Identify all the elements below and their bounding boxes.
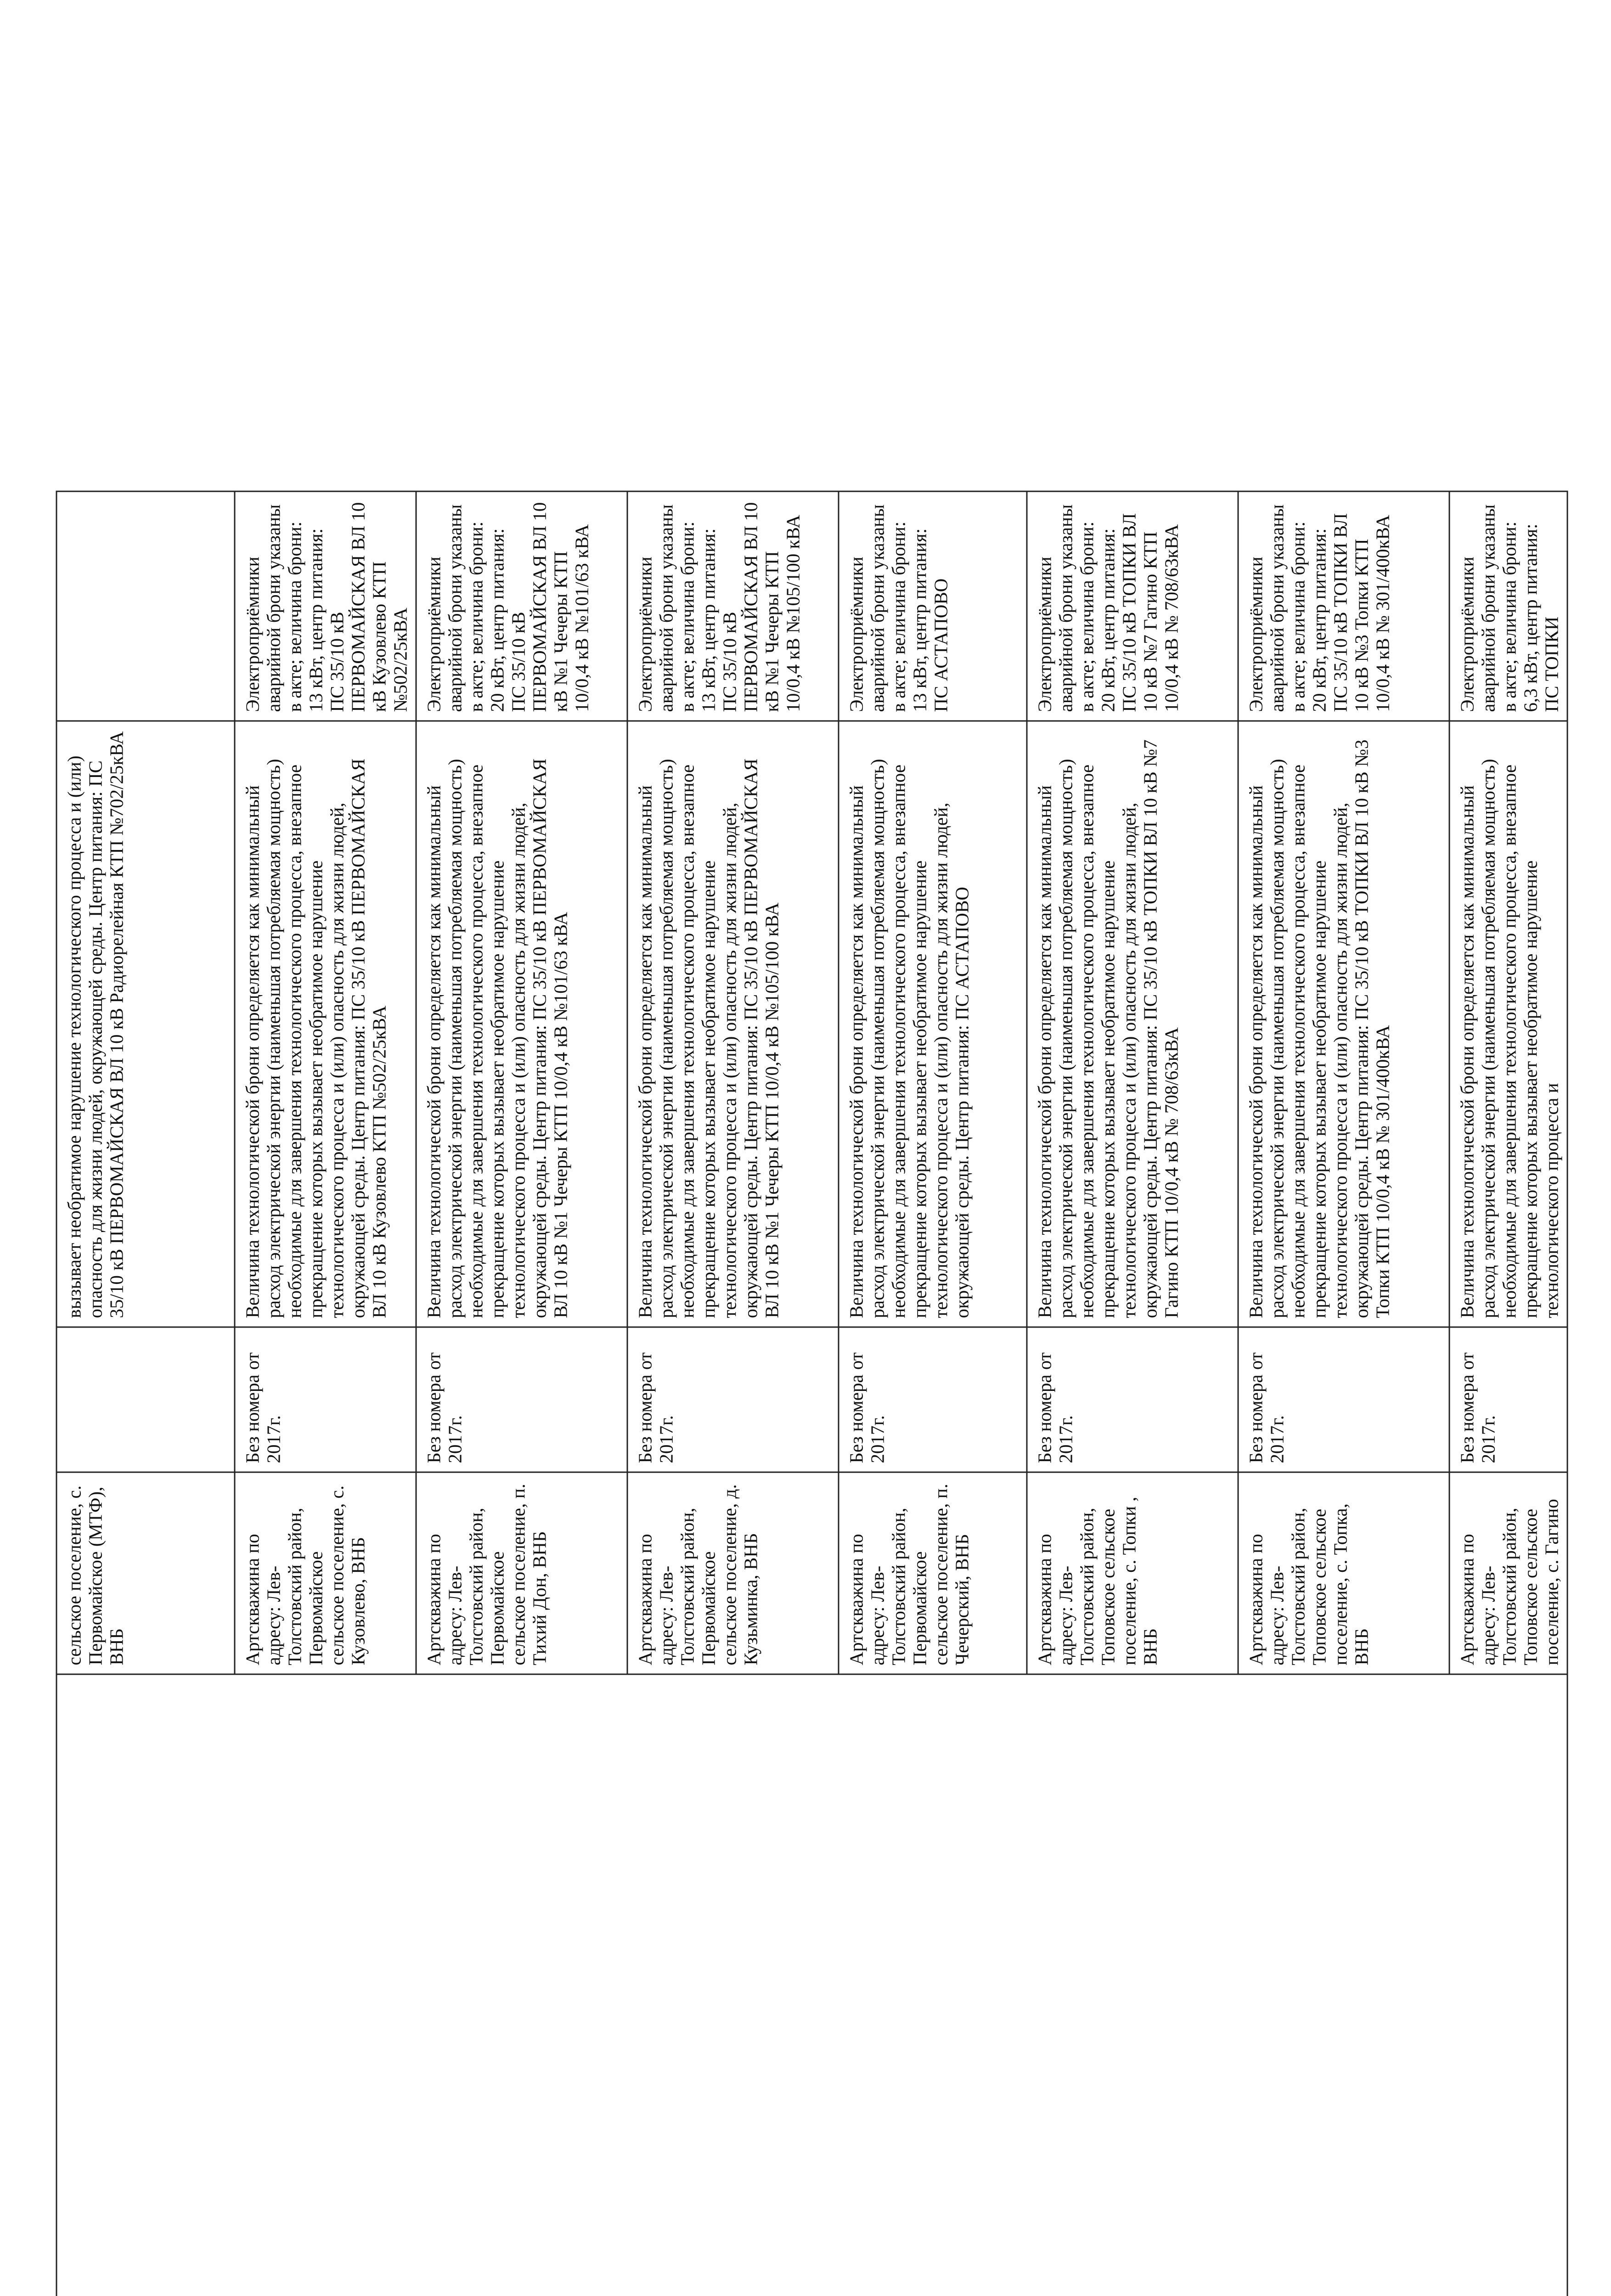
object-cell: [416, 1472, 627, 1674]
object-cell: [627, 1472, 839, 1674]
table-body: [56, 491, 1567, 2296]
tech-reserve-cell: [1238, 721, 1449, 1327]
emergency-reserve-cell: [1449, 491, 1567, 721]
act-text: Без номера от 2017г.: [423, 1336, 466, 1463]
act-cell: [235, 1327, 416, 1472]
emergency-reserve-text: Электроприёмники аварийной брони указаны в акте; величина брони: 13 кВт, центр питания: ПС 35/10 кВ ПЕРВОМАЙСКАЯ ВЛ 10 кВ Кузовлево КТП №502/25кВА: [242, 501, 411, 712]
emergency-reserve-cell: [627, 491, 839, 721]
tech-reserve-cell: [1027, 721, 1238, 1327]
object-cell: [1449, 1472, 1567, 1674]
object-text: Артскважина по адресу: Лев-Толстовский район, Топовское сельское поселение, с. Топка, ВНБ: [1245, 1481, 1372, 1666]
object-text: Артскважина по адресу: Лев-Толстовский район, Топовское сельское поселение, с. Гагино: [1457, 1481, 1562, 1666]
object-cell: [839, 1472, 1027, 1674]
emergency-reserve-cell: [416, 491, 627, 721]
tech-reserve-cell: [627, 721, 839, 1327]
tech-reserve-cell: [56, 721, 235, 1327]
act-cell: [416, 1327, 627, 1472]
object-cell: [56, 1472, 235, 1674]
emergency-reserve-cell: [839, 491, 1027, 721]
emergency-reserve-text: Электроприёмники аварийной брони указаны в акте; величина брони: 13 кВт, центр питания: ПС АСТАПОВО: [846, 501, 952, 712]
emergency-reserve-text: Электроприёмники аварийной брони указаны в акте; величина брони: 20 кВт, центр питания: ПС 35/10 кВ ТОПКИ ВЛ 10 кВ №7 Гагино КТП 10/0,4 кВ № 708/63кВА: [1034, 501, 1182, 712]
act-cell: [627, 1327, 839, 1472]
act-text: Без номера от 2017г.: [242, 1336, 284, 1463]
emergency-reserve-text: Электроприёмники аварийной брони указаны в акте; величина брони: 20 кВт, центр питания: ПС 35/10 кВ ПЕРВОМАЙСКАЯ ВЛ 10 кВ №1 Чечеры КТП 10/0,4 кВ №101/63 кВА: [423, 501, 592, 712]
act-cell: [839, 1327, 1027, 1472]
act-text: Без номера от 2017г.: [1245, 1336, 1288, 1463]
emergency-reserve-cell: [1238, 491, 1449, 721]
tech-reserve-cell: [416, 721, 627, 1327]
tech-reserve-text: Величина технологической брони определяется как минимальный расход электрической энергии (наименьшая потребляемая мощность) необходимые для завершения технологического процесса, внезапное прекращение которых вызывает необратимое нарушение технологического процесса и: [1457, 730, 1562, 1318]
act-text: Без номера от 2017г.: [635, 1336, 677, 1463]
act-text: Без номера от 2017г.: [846, 1336, 888, 1463]
object-text: Артскважина по адресу: Лев-Толстовский район, Топовское сельское поселение, с. Топки , ВНБ: [1034, 1481, 1161, 1666]
object-text: Артскважина по адресу: Лев-Толстовский район, Первомайское сельское поселение, с. Кузовлево, ВНБ: [242, 1481, 369, 1666]
emergency-reserve-text: Электроприёмники аварийной брони указаны в акте; величина брони: 6,3 кВт, центр питания: ПС ТОПКИ: [1457, 501, 1562, 712]
emergency-reserve-text: Электроприёмники аварийной брони указаны в акте; величина брони: 13 кВт, центр питания: ПС 35/10 кВ ПЕРВОМАЙСКАЯ ВЛ 10 кВ №1 Чечеры КТП 10/0,4 кВ №105/100 кВА: [635, 501, 804, 712]
object-cell: [1027, 1472, 1238, 1674]
object-cell: [235, 1472, 416, 1674]
object-text: Артскважина по адресу: Лев-Толстовский район, Первомайское сельское поселение, п. Тихий Дон, ВНБ: [423, 1481, 550, 1666]
object-text: сельское поселение, с. Первомайское (МТФ), ВНБ: [64, 1481, 127, 1666]
tech-reserve-cell: [1449, 721, 1567, 1327]
object-text: Артскважина по адресу: Лев-Толстовский район, Первомайское сельское поселение, д. Кузьминка, ВНБ: [635, 1481, 761, 1666]
tech-reserve-text: Величина технологической брони определяется как минимальный расход электрической энергии (наименьшая потребляемая мощность) необходимые для завершения технологического процесса, внезапное прекращение которых вызывает необратимое нарушение технологического процесса и (или) опасность для жизни людей, окружающей среды. Центр питания: ПС 35/10 кВ ТОПКИ ВЛ 10 кВ №7 Гагино КТП 10/0,4 кВ № 708/63кВА: [1034, 730, 1182, 1318]
table-row: [56, 491, 235, 2296]
tech-reserve-cell: [235, 721, 416, 1327]
act-cell: [1238, 1327, 1449, 1472]
act-text: Без номера от 2017г.: [1457, 1336, 1499, 1463]
emergency-reserve-cell: [56, 491, 235, 721]
tech-reserve-text: Величина технологической брони определяется как минимальный расход электрической энергии (наименьшая потребляемая мощность) необходимые для завершения технологического процесса, внезапное прекращение которых вызывает необратимое нарушение технологического процесса и (или) опасность для жизни людей, окружающей среды. Центр питания: ПС 35/10 кВ ПЕРВОМАЙСКАЯ ВЛ 10 кВ №1 Чечеры КТП 10/0,4 кВ №105/100 кВА: [635, 730, 783, 1318]
tech-reserve-text: Величина технологической брони определяется как минимальный расход электрической энергии (наименьшая потребляемая мощность) необходимые для завершения технологического процесса, внезапное прекращение которых вызывает необратимое нарушение технологического процесса и (или) опасность для жизни людей, окружающей среды. Центр питания: ПС АСТАПОВО: [846, 730, 973, 1318]
act-cell: [1449, 1327, 1567, 1472]
act-cell: [1027, 1327, 1238, 1472]
emergency-reserve-text: Электроприёмники аварийной брони указаны в акте; величина брони: 20 кВт, центр питания: ПС 35/10 кВ ТОПКИ ВЛ 10 кВ №3 Топки КТП 10/0,4 кВ № 301/400кВА: [1245, 501, 1393, 712]
act-cell: [56, 1327, 235, 1472]
tech-reserve-text: Величина технологической брони определяется как минимальный расход электрической энергии (наименьшая потребляемая мощность) необходимые для завершения технологического процесса, внезапное прекращение которых вызывает необратимое нарушение технологического процесса и (или) опасность для жизни людей, окружающей среды. Центр питания: ПС 35/10 кВ ТОПКИ ВЛ 10 кВ №3 Топки КТП 10/0,4 кВ № 301/400кВА: [1245, 730, 1393, 1318]
emergency-reserve-cell: [235, 491, 416, 721]
tech-reserve-text: вызывает необратимое нарушение технологического процесса и (или) опасность для жизни людей, окружающей среды. Центр питания: ПС 35/10 кВ ПЕРВОМАЙСКАЯ ВЛ 10 кВ Радиорелейная КТП №702/25кВА: [64, 730, 127, 1318]
object-text: Артскважина по адресу: Лев-Толстовский район, Первомайское сельское поселение, п. Чечерский, ВНБ: [846, 1481, 973, 1666]
emergency-reserve-cell: [1027, 491, 1238, 721]
tech-reserve-cell: [839, 721, 1027, 1327]
act-text: Без номера от 2017г.: [1034, 1336, 1076, 1463]
tech-reserve-text: Величина технологической брони определяется как минимальный расход электрической энергии (наименьшая потребляемая мощность) необходимые для завершения технологического процесса, внезапное прекращение которых вызывает необратимое нарушение технологического процесса и (или) опасность для жизни людей, окружающей среды. Центр питания: ПС 35/10 кВ ПЕРВОМАЙСКАЯ ВЛ 10 кВ №1 Чечеры КТП 10/0,4 кВ №101/63 кВА: [423, 730, 571, 1318]
tech-reserve-text: Величина технологической брони определяется как минимальный расход электрической энергии (наименьшая потребляемая мощность) необходимые для завершения технологического процесса, внезапное прекращение которых вызывает необратимое нарушение технологического процесса и (или) опасность для жизни людей, окружающей среды. Центр питания: ПС 35/10 кВ ПЕРВОМАЙСКАЯ ВЛ 10 кВ Кузовлево КТП №502/25кВА: [242, 730, 390, 1318]
empty-cell-wide: [56, 1674, 1567, 2296]
reserve-table: [56, 491, 1568, 2296]
rotated-table-wrapper: [56, 722, 1555, 2296]
object-cell: [1238, 1472, 1449, 1674]
